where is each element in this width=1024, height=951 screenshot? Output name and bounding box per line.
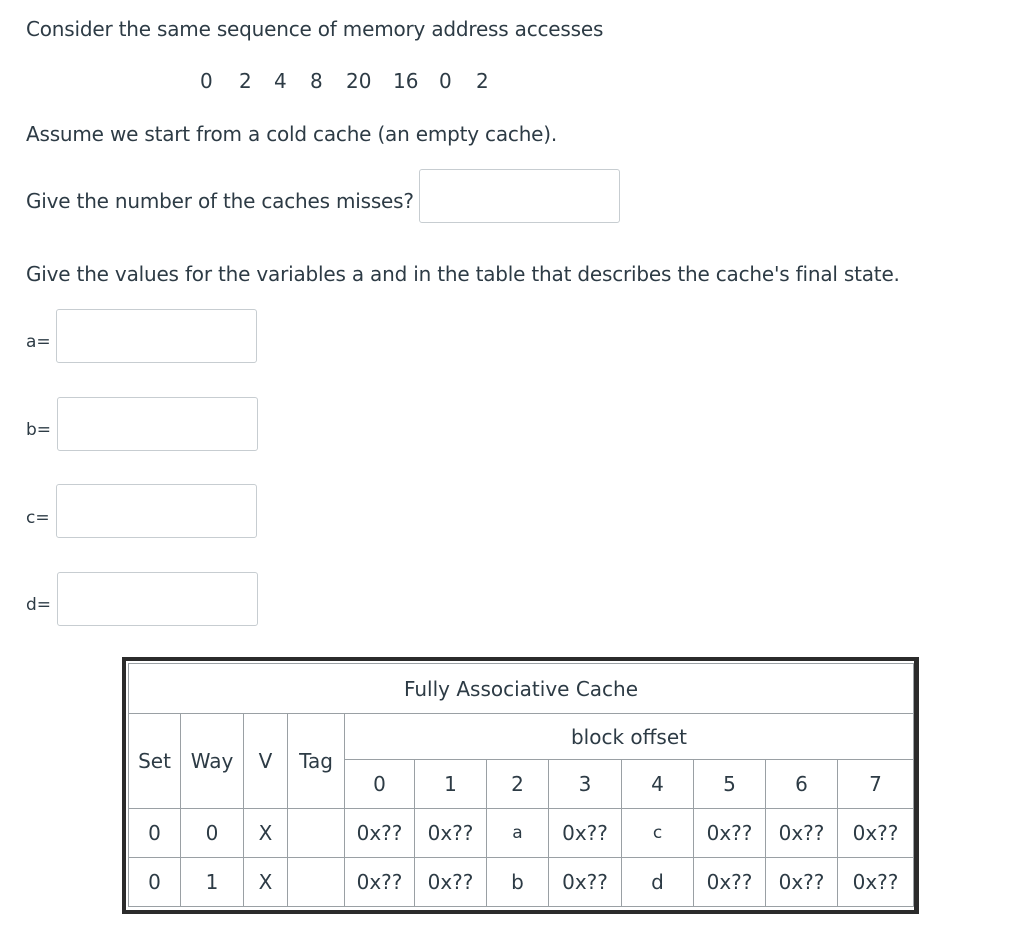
- sequence-item: 0: [200, 69, 213, 93]
- sequence-item: 4: [274, 69, 287, 93]
- cell-byte: 0x??: [694, 809, 766, 858]
- cell-byte: 0x??: [766, 809, 838, 858]
- answer-input-c[interactable]: [56, 484, 257, 538]
- offset-header: 2: [487, 760, 549, 809]
- offset-header: 6: [766, 760, 838, 809]
- offset-header: 4: [622, 760, 694, 809]
- cell-byte: 0x??: [549, 809, 622, 858]
- cell-byte: 0x??: [549, 858, 622, 907]
- misses-prompt: Give the number of the caches misses?: [26, 189, 414, 213]
- offset-header: 7: [838, 760, 914, 809]
- cell-var-a: a: [487, 809, 549, 858]
- sequence-item: 0: [439, 69, 452, 93]
- cell-var-c: c: [622, 809, 694, 858]
- question-intro: Consider the same sequence of memory address accesses: [26, 17, 604, 41]
- sequence-item: 20: [346, 69, 372, 93]
- offset-header: 5: [694, 760, 766, 809]
- cache-table: [128, 663, 914, 907]
- var-label-d: d=: [26, 595, 52, 615]
- header-set: Set: [129, 714, 181, 809]
- var-label-c: c=: [26, 508, 50, 528]
- cell-byte: 0x??: [766, 858, 838, 907]
- offset-header: 1: [415, 760, 487, 809]
- cell-var-b: b: [487, 858, 549, 907]
- assumption-text: Assume we start from a cold cache (an empty cache).: [26, 122, 558, 146]
- misses-answer-input[interactable]: [419, 169, 620, 223]
- offset-header: 0: [345, 760, 415, 809]
- cell-byte: 0x??: [838, 809, 914, 858]
- header-way: Way: [181, 714, 244, 809]
- cell-way: 0: [181, 809, 244, 858]
- address-sequence: [200, 69, 496, 93]
- cache-table-title: Fully Associative Cache: [129, 664, 914, 714]
- header-block-offset: block offset: [345, 714, 914, 760]
- sequence-item: 16: [393, 69, 419, 93]
- var-label-b: b=: [26, 420, 52, 440]
- sequence-item: 8: [310, 69, 323, 93]
- cell-byte: 0x??: [838, 858, 914, 907]
- cell-byte: 0x??: [415, 809, 487, 858]
- sequence-item: 2: [239, 69, 252, 93]
- cell-valid: X: [244, 858, 288, 907]
- cell-byte: 0x??: [345, 858, 415, 907]
- header-tag: Tag: [288, 714, 345, 809]
- cell-valid: X: [244, 809, 288, 858]
- cell-tag: [288, 809, 345, 858]
- sequence-item: 2: [476, 69, 489, 93]
- var-label-a: a=: [26, 332, 51, 352]
- header-valid: V: [244, 714, 288, 809]
- table-row: [129, 858, 914, 907]
- offset-header: 3: [549, 760, 622, 809]
- cell-set: 0: [129, 809, 181, 858]
- answer-input-b[interactable]: [57, 397, 258, 451]
- cell-set: 0: [129, 858, 181, 907]
- cell-byte: 0x??: [345, 809, 415, 858]
- table-row: [129, 809, 914, 858]
- answer-input-a[interactable]: [56, 309, 257, 363]
- cell-tag: [288, 858, 345, 907]
- answer-input-d[interactable]: [57, 572, 258, 626]
- table-prompt: Give the values for the variables a and in the table that describes the cache's final state.: [26, 262, 900, 286]
- cell-byte: 0x??: [694, 858, 766, 907]
- cell-byte: 0x??: [415, 858, 487, 907]
- cell-var-d: d: [622, 858, 694, 907]
- cell-way: 1: [181, 858, 244, 907]
